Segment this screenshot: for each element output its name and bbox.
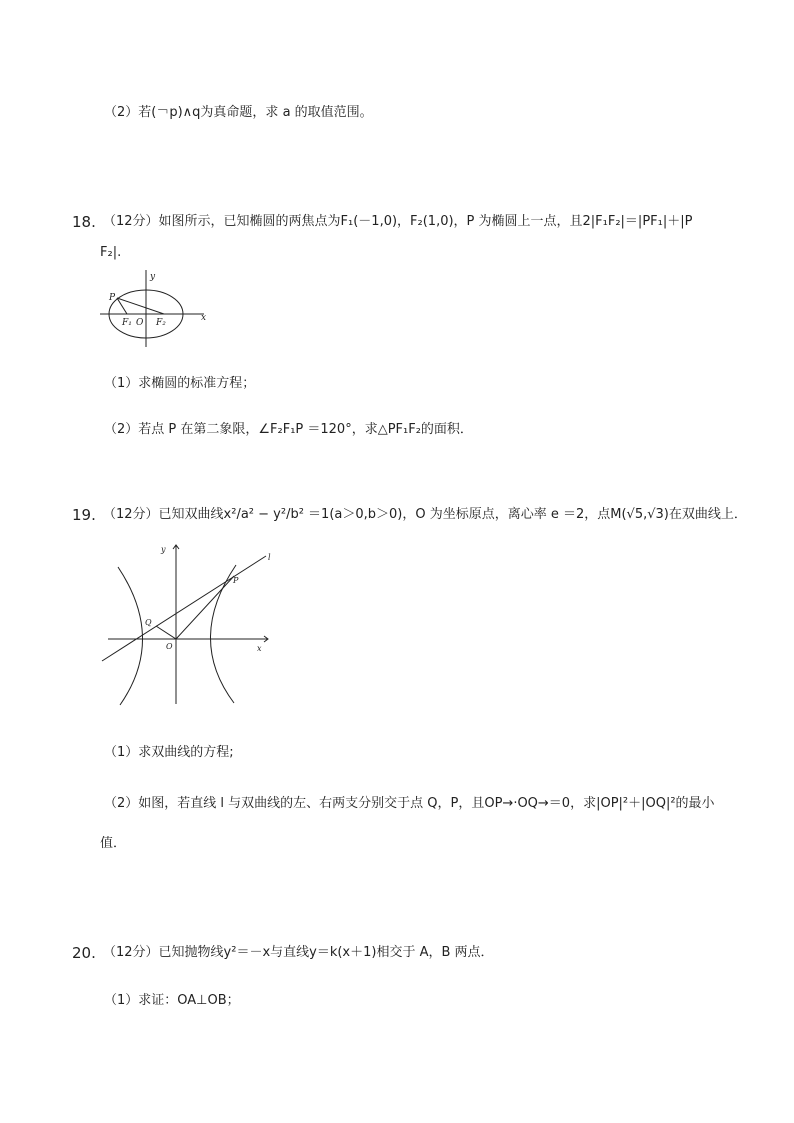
label-f1: F₁ [122,318,132,328]
q18-number: 18. [72,213,96,231]
label-y: y [150,272,156,282]
label-x: x [201,313,207,323]
q19-part2-line1: （2）如图，若直线 l 与双曲线的左、右两支分别交于点 Q，P，且OP→·OQ→＝0，求|OP|²＋|OQ|²的最小 [104,796,715,811]
label-o: O [166,642,173,651]
label-p: P [109,293,116,303]
q19-number: 19. [72,506,96,524]
q17-part2: （2）若(￢p)∧q为真命题，求 a 的取值范围。 [104,105,373,120]
line-l [102,556,266,661]
q18-part1: （1）求椭圆的标准方程； [104,376,256,391]
label-p: P [233,576,239,585]
q20-stem: （12分）已知抛物线y²＝－x与直线y＝k(x＋1)相交于 A，B 两点． [103,945,494,960]
segment-pf2 [117,298,164,314]
label-o: O [136,318,144,328]
q19-part1: （1）求双曲线的方程; [104,745,234,760]
q19-stem: （12分）已知双曲线x²/a² − y²/b² ＝1(a＞0,b＞0)，O 为坐标原点，离心率 e ＝2，点M(√5,√3)在双曲线上． [103,507,747,522]
hyperbola-left-branch [118,567,143,705]
q20-number: 20. [72,944,96,962]
label-l: l [268,553,271,562]
label-q: Q [145,618,152,627]
q18-stem-line1: （12分）如图所示，已知椭圆的两焦点为F₁(－1,0)，F₂(1,0)，P 为椭圆上一点，且2|F₁F₂|＝|PF₁|＋|P [103,214,693,229]
segment-oq [156,626,176,639]
label-y: y [161,545,166,554]
ellipse-figure [98,267,213,349]
q18-stem-line2: F₂|. [100,245,122,260]
hyperbola-figure [100,540,280,708]
q19-part2-line2: 值． [100,836,127,851]
hyperbola-right-branch [210,565,236,703]
label-x: x [257,644,262,653]
q20-part1: （1）求证：OA⊥OB； [104,993,240,1008]
q18-part2: （2）若点 P 在第二象限，∠F₂F₁P ＝120°，求△PF₁F₂的面积． [104,422,473,437]
label-f2: F₂ [156,318,166,328]
